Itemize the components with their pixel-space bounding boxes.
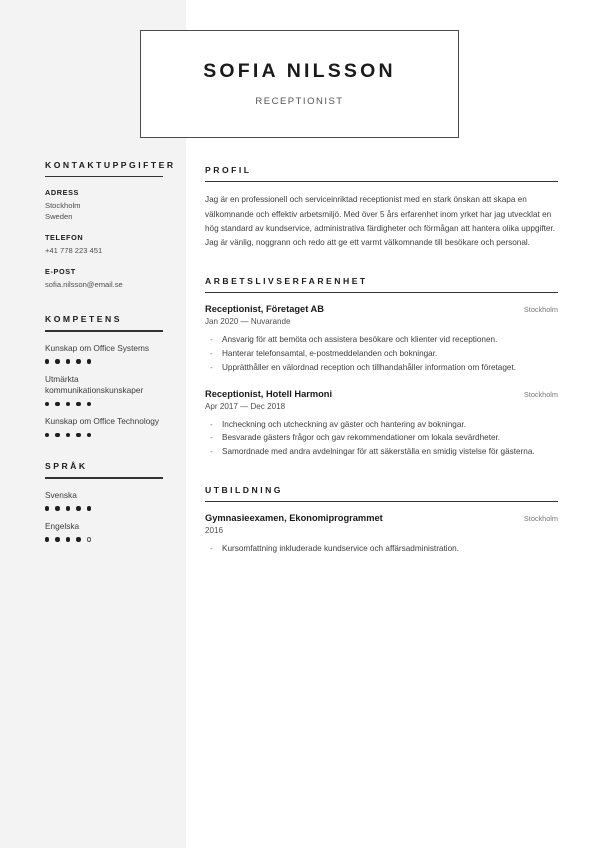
contact-field-label: E-POST xyxy=(45,267,76,277)
rating-dot-filled xyxy=(66,359,70,363)
entry-bullet: - Kursomfattning inkluderade kundservice och affärsadministration. xyxy=(205,542,558,556)
entry-title: Receptionist, Företaget AB xyxy=(205,304,324,315)
entry-location: Stockholm xyxy=(523,514,558,524)
experience-entry-list xyxy=(205,304,558,459)
education-heading: UTBILDNING xyxy=(205,484,283,495)
skills-heading: KOMPETENS xyxy=(45,314,122,325)
main-column xyxy=(205,165,558,556)
entry-location: Stockholm xyxy=(523,305,558,315)
skill-item-label: Kunskap om Office Systems xyxy=(45,342,150,353)
profile-heading: PROFIL xyxy=(205,165,252,175)
contact-heading: KONTAKTUPPGIFTER xyxy=(45,160,176,170)
entry-bullet: - Upprätthåller en välordnad reception och tillhandahåller information om företaget. xyxy=(205,361,558,375)
entry-location: Stockholm xyxy=(523,389,558,399)
entry-date: Jan 2020 — Nuvarande xyxy=(205,317,291,327)
rating-dot-filled xyxy=(45,433,49,437)
contact-field-value: sofia.nilsson@email.se xyxy=(45,280,123,290)
rating-dot-filled xyxy=(55,359,59,363)
entry-bullet: - Hanterar telefonsamtal, e-postmeddelanden och bokningar. xyxy=(205,347,558,361)
rating-dot-filled xyxy=(45,537,49,541)
contact-heading-rule xyxy=(45,176,163,177)
entry-bullet-list xyxy=(205,418,558,459)
entry-date: 2016 xyxy=(205,526,224,536)
candidate-job-title: RECEPTIONIST xyxy=(255,95,344,107)
contact-field-label: TELEFON xyxy=(45,233,84,243)
contact-field-value: Stockholm Sweden xyxy=(45,201,81,222)
rating-dots xyxy=(45,402,173,406)
rating-dot-filled xyxy=(66,506,70,510)
skill-item-label: Utmärkta kommunikationskunskaper xyxy=(45,373,144,396)
rating-dot-filled xyxy=(76,433,80,437)
entry-bullet: - Incheckning och utcheckning av gäster och hantering av bokningar. xyxy=(205,418,558,432)
resume-entry xyxy=(205,304,558,374)
rating-dot-filled xyxy=(76,402,80,406)
entry-bullet: - Samordnade med andra avdelningar för att säkerställa en smidig vistelse för gästerna. xyxy=(205,445,558,459)
education-entry-list xyxy=(205,513,558,556)
experience-heading: ARBETSLIVSERFARENHET xyxy=(205,275,368,286)
rating-dot-filled xyxy=(55,506,59,510)
education-heading-rule xyxy=(205,501,558,502)
entry-date: Apr 2017 — Dec 2018 xyxy=(205,401,286,411)
entry-bullet-list xyxy=(205,542,558,556)
rating-dot-filled xyxy=(45,402,49,406)
entry-header xyxy=(205,304,558,314)
rating-dot-filled xyxy=(55,433,59,437)
rating-dot-filled xyxy=(66,402,70,406)
contact-field xyxy=(45,267,173,290)
rating-dot-filled xyxy=(76,506,80,510)
language-item xyxy=(45,490,173,511)
experience-heading-rule xyxy=(205,292,558,293)
skills-heading-rule xyxy=(45,330,163,331)
entry-header xyxy=(205,513,558,523)
contact-field-list xyxy=(45,188,173,290)
entry-title: Gymnasieexamen, Ekonomiprogrammet xyxy=(205,513,383,524)
resume-entry xyxy=(205,389,558,459)
rating-dots xyxy=(45,433,173,437)
name-header-box xyxy=(140,30,459,138)
resume-entry xyxy=(205,513,558,556)
rating-dots xyxy=(45,359,173,363)
languages-section xyxy=(45,461,173,541)
profile-text: Jag är en professionell och serviceinriktad receptionist med en stark önskan att skapa en välkomnande och effektiv arbetsmiljö. Med över 5 års erfarenhet inom yrket har jag utvecklat en hög standard av kundservice, administrativa färdigheter och förmågan att hantera olika uppgifter. Jag är vänlig, noggrann och redo att ge ett varmt välkomnande till besökare och personal. xyxy=(205,195,555,247)
rating-dot-filled xyxy=(76,359,80,363)
rating-dot-empty xyxy=(87,537,91,541)
rating-dot-filled xyxy=(87,359,91,363)
contact-field xyxy=(45,188,173,222)
language-item-label: Svenska xyxy=(45,489,77,500)
rating-dot-filled xyxy=(87,402,91,406)
skills-list xyxy=(45,343,173,438)
languages-heading: SPRÅK xyxy=(45,461,88,472)
entry-header xyxy=(205,389,558,399)
rating-dot-filled xyxy=(87,506,91,510)
rating-dots xyxy=(45,506,173,510)
rating-dot-filled xyxy=(66,537,70,541)
candidate-name: SOFIA NILSSON xyxy=(203,60,396,83)
sidebar xyxy=(45,160,176,552)
skill-item xyxy=(45,416,173,437)
languages-list xyxy=(45,490,173,542)
contact-section xyxy=(45,160,176,290)
rating-dot-filled xyxy=(87,433,91,437)
profile-section xyxy=(205,165,558,250)
languages-heading-rule xyxy=(45,477,163,478)
rating-dot-filled xyxy=(45,506,49,510)
skills-section xyxy=(45,314,173,437)
entry-title: Receptionist, Hotell Harmoni xyxy=(205,388,333,399)
rating-dot-filled xyxy=(66,433,70,437)
contact-field xyxy=(45,233,173,256)
entry-bullet-list xyxy=(205,333,558,374)
rating-dots xyxy=(45,537,173,541)
skill-item xyxy=(45,374,173,407)
rating-dot-filled xyxy=(76,537,80,541)
rating-dot-filled xyxy=(55,537,59,541)
education-section xyxy=(205,485,558,556)
language-item-label: Engelska xyxy=(45,520,80,531)
contact-field-value: +41 778 223 451 xyxy=(45,246,103,256)
contact-field-label: ADRESS xyxy=(45,188,80,198)
experience-section xyxy=(205,276,558,459)
skill-item-label: Kunskap om Office Technology xyxy=(45,416,160,427)
rating-dot-filled xyxy=(55,402,59,406)
entry-bullet: - Besvarade gästers frågor och gav rekommendationer om lokala sevärdheter. xyxy=(205,431,558,445)
profile-heading-rule xyxy=(205,181,558,182)
language-item xyxy=(45,521,173,542)
entry-bullet: - Ansvarig för att bemöta och assistera besökare och klienter vid receptionen. xyxy=(205,333,558,347)
skill-item xyxy=(45,343,173,364)
rating-dot-filled xyxy=(45,359,49,363)
